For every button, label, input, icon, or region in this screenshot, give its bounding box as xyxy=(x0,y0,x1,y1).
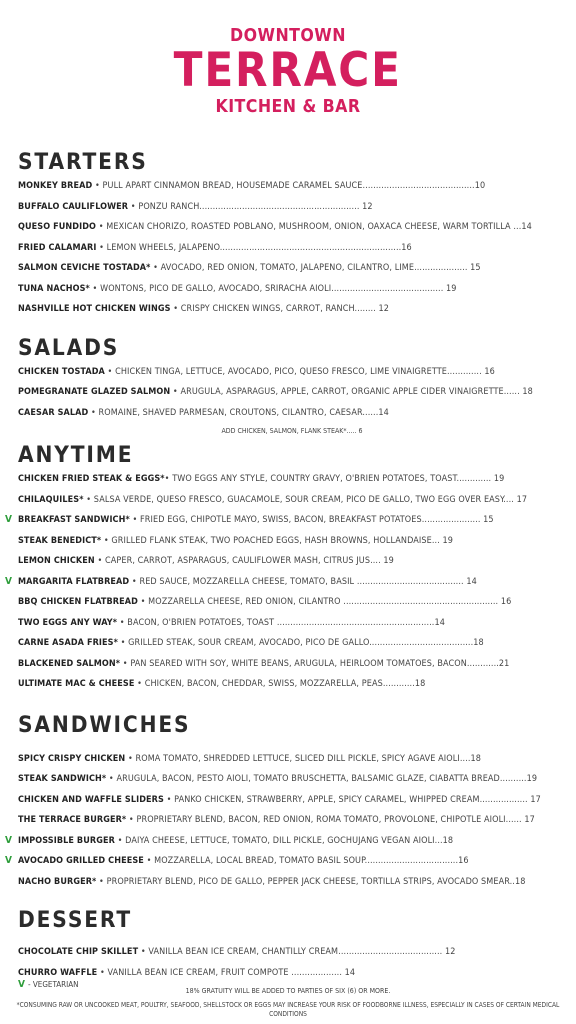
menu-item xyxy=(18,613,566,634)
item-name: FRIED CALAMARI xyxy=(18,242,97,253)
menu-item xyxy=(18,490,566,511)
item-name: POMEGRANATE GLAZED SALMON xyxy=(18,387,171,397)
item-description: • FRIED EGG, CHIPOTLE MAYO, SWISS, BACON, BREAKFAST POTATOES...................... 15 xyxy=(129,515,494,525)
menu-item xyxy=(18,403,566,424)
menu-item xyxy=(18,942,566,963)
item-name: BREAKFAST SANDWICH* xyxy=(18,515,130,525)
menu-item xyxy=(18,810,566,831)
section-title: SANDWICHES xyxy=(18,712,191,738)
item-name: THE TERRACE BURGER* xyxy=(18,815,127,825)
item-name: CHOCOLATE CHIP SKILLET xyxy=(18,947,139,957)
item-name: LEMON CHICKEN xyxy=(18,556,95,566)
item-description: • ARUGULA, BACON, PESTO AIOLI, TOMATO BRUSCHETTA, BALSAMIC GLAZE, CIABATTA BREAD..........19 xyxy=(106,774,538,784)
menu-item xyxy=(18,197,566,218)
item-name: CHICKEN AND WAFFLE SLIDERS xyxy=(18,794,164,805)
menu-item xyxy=(18,749,566,770)
menu-item xyxy=(18,382,566,403)
logo-main-text: TERRACE xyxy=(173,43,403,98)
item-name: IMPOSSIBLE BURGER xyxy=(18,835,115,846)
section-anytime xyxy=(5,443,566,695)
menu-item xyxy=(5,831,566,852)
item-name: CHICKEN TOSTADA xyxy=(18,366,105,377)
menu-item xyxy=(18,217,566,238)
item-description: • PULL APART CINNAMON BREAD, HOUSEMADE CARAMEL SAUCE..........................................10 xyxy=(92,181,486,191)
menu-item xyxy=(18,258,566,279)
menu-item xyxy=(18,633,566,654)
salad-addon-note: ADD CHICKEN, SALMON, FLANK STEAK*..... 6 xyxy=(221,427,363,435)
item-description: • PAN SEARED WITH SOY, WHITE BEANS, ARUGULA, HEIRLOOM TOMATOES, BACON............21 xyxy=(120,658,510,669)
item-description: • VANILLA BEAN ICE CREAM, CHANTILLY CREAM....................................... 12 xyxy=(138,947,456,957)
menu-item xyxy=(18,551,566,572)
item-description: • DAIYA CHEESE, LETTUCE, TOMATO, DILL PICKLE, GOCHUJANG VEGAN AIOLI...18 xyxy=(114,835,454,846)
legend-text: - VEGETARIAN xyxy=(27,980,79,989)
item-name: CAESAR SALAD xyxy=(18,407,89,418)
item-description: • BACON, O'BRIEN POTATOES, TOAST ...........................................................14 xyxy=(117,617,445,628)
item-description: • MOZZARELLA CHEESE, RED ONION, CILANTRO .......................................................... 16 xyxy=(137,597,512,607)
menu-item xyxy=(18,299,566,320)
item-name: BLACKENED SALMON* xyxy=(18,658,121,669)
item-description: • ROMAINE, SHAVED PARMESAN, CROUTONS, CILANTRO, CAESAR......14 xyxy=(88,407,389,418)
item-name: STEAK SANDWICH* xyxy=(18,774,107,784)
item-name: QUESO FUNDIDO xyxy=(18,222,97,232)
item-description: • ROMA TOMATO, SHREDDED LETTUCE, SLICED DILL PICKLE, SPICY AGAVE AIOLI....18 xyxy=(125,753,482,764)
item-name: MONKEY BREAD xyxy=(18,181,93,191)
section-title: SALADS xyxy=(18,335,120,361)
health-disclaimer: *CONSUMING RAW OR UNCOOKED MEAT, POULTRY, SEAFOOD, SHELLSTOCK OR EGGS MAY INCREASE YOUR RISK OF FOODBORNE ILLNESS, ESPECIALLY IN CASES OF CERTAIN MEDICAL CONDITIONS xyxy=(16,1001,560,1018)
vegetarian-icon: V xyxy=(18,979,25,990)
item-description: • GRILLED STEAK, SOUR CREAM, AVOCADO, PICO DE GALLO.......................................18 xyxy=(117,638,484,648)
item-description: • WONTONS, PICO DE GALLO, AVOCADO, SRIRACHA AIOLI.......................................... 19 xyxy=(89,283,457,294)
item-description: • PROPRIETARY BLEND, PICO DE GALLO, PEPPER JACK CHEESE, TORTILLA STRIPS, AVOCADO SMEAR..18 xyxy=(96,876,526,887)
menu-item xyxy=(18,963,566,984)
menu-item xyxy=(5,851,566,872)
item-name: CARNE ASADA FRIES* xyxy=(18,638,118,648)
section-starters xyxy=(18,150,566,320)
item-description: • AVOCADO, RED ONION, TOMATO, JALAPENO, CILANTRO, LIME.................... 15 xyxy=(150,263,481,273)
logo-top-text: DOWNTOWN xyxy=(230,25,346,46)
item-name: NASHVILLE HOT CHICKEN WINGS xyxy=(18,304,171,314)
section-sandwiches xyxy=(5,712,566,893)
item-name: CHICKEN FRIED STEAK & EGGS* xyxy=(18,474,165,484)
item-description: • ARUGULA, ASPARAGUS, APPLE, CARROT, ORGANIC APPLE CIDER VINAIGRETTE...... 18 xyxy=(170,387,533,397)
section-title: DESSERT xyxy=(18,908,133,933)
item-description: • CHICKEN, BACON, CHEDDAR, SWISS, MOZZARELLA, PEAS............18 xyxy=(134,679,426,689)
item-name: AVOCADO GRILLED CHEESE xyxy=(18,856,144,866)
section-title: STARTERS xyxy=(18,150,148,175)
section-title: ANYTIME xyxy=(18,443,134,468)
item-name: STEAK BENEDICT* xyxy=(18,535,102,546)
item-description: • CAPER, CARROT, ASPARAGUS, CAULIFLOWER MASH, CITRUS JUS.... 19 xyxy=(94,556,394,566)
menu-item xyxy=(18,674,566,695)
item-name: SPICY CRISPY CHICKEN xyxy=(18,753,126,764)
item-name: TUNA NACHOS* xyxy=(18,283,90,294)
vegetarian-icon: V xyxy=(5,514,13,525)
item-description: • GRILLED FLANK STEAK, TWO POACHED EGGS, HASH BROWNS, HOLLANDAISE... 19 xyxy=(101,535,454,546)
item-name: CHURRO WAFFLE xyxy=(18,967,98,978)
item-description: • CRISPY CHICKEN WINGS, CARROT, RANCH........ 12 xyxy=(170,304,390,314)
menu-body xyxy=(5,150,566,983)
item-name: BUFFALO CAULIFLOWER xyxy=(18,201,129,212)
item-description: • TWO EGGS ANY STYLE, COUNTRY GRAVY, O'BRIEN POTATOES, TOAST............. 19 xyxy=(164,474,505,484)
item-description: • PROPRIETARY BLEND, BACON, RED ONION, ROMA TOMATO, PROVOLONE, CHIPOTLE AIOLI...... 17 xyxy=(126,815,535,825)
item-description: • PONZU RANCH............................................................ 12 xyxy=(128,201,373,212)
menu-item xyxy=(18,279,566,300)
item-description: • MOZZARELLA, LOCAL BREAD, TOMATO BASIL SOUP...................................16 xyxy=(143,856,469,866)
menu-item xyxy=(18,654,566,675)
menu-item xyxy=(5,572,566,593)
gratuity-note: 18% GRATUITY WILL BE ADDED TO PARTIES OF SIX (6) OR MORE. xyxy=(185,987,391,995)
logo-bottom-text: KITCHEN & BAR xyxy=(215,96,361,117)
item-description: • SALSA VERDE, QUESO FRESCO, GUACAMOLE, SOUR CREAM, PICO DE GALLO, TWO EGG OVER EASY.... 17 xyxy=(83,494,528,505)
item-description: • MEXICAN CHORIZO, ROASTED POBLANO, MUSHROOM, ONION, OAXACA CHEESE, WARM TORTILLA ...14 xyxy=(96,222,532,232)
menu-item xyxy=(18,531,566,552)
menu-item xyxy=(18,469,566,490)
item-name: SALMON CEVICHE TOSTADA* xyxy=(18,263,151,273)
vegetarian-icon: V xyxy=(5,834,13,846)
item-description: • PANKO CHICKEN, STRAWBERRY, APPLE, SPICY CARAMEL, WHIPPED CREAM.................. 17 xyxy=(163,794,541,805)
menu-item xyxy=(18,872,566,893)
menu-item xyxy=(18,592,566,613)
menu-item xyxy=(5,510,566,531)
vegetarian-icon: V xyxy=(5,855,13,866)
item-description: • CHICKEN TINGA, LETTUCE, AVOCADO, PICO, QUESO FRESCO, LIME VINAIGRETTE............. 16 xyxy=(104,366,495,377)
menu-item xyxy=(18,238,566,259)
item-name: ULTIMATE MAC & CHEESE xyxy=(18,679,135,689)
item-description: • VANILLA BEAN ICE CREAM, FRUIT COMPOTE ................... 14 xyxy=(97,967,356,978)
item-description: • LEMON WHEELS, JALAPENO....................................................................16 xyxy=(96,242,412,253)
restaurant-logo xyxy=(0,26,576,117)
menu-item xyxy=(18,362,566,383)
item-name: BBQ CHICKEN FLATBREAD xyxy=(18,597,138,607)
menu-item xyxy=(18,176,566,197)
menu-item xyxy=(18,769,566,790)
item-description: • RED SAUCE, MOZZARELLA CHEESE, TOMATO, BASIL ........................................ 14 xyxy=(129,576,477,587)
vegetarian-icon: V xyxy=(5,575,13,587)
item-name: CHILAQUILES* xyxy=(18,494,84,505)
section-salads xyxy=(18,336,566,440)
section-dessert xyxy=(18,908,566,983)
item-name: MARGARITA FLATBREAD xyxy=(18,576,130,587)
item-name: TWO EGGS ANY WAY* xyxy=(18,617,118,628)
item-name: NACHO BURGER* xyxy=(18,876,97,887)
menu-item xyxy=(18,790,566,811)
